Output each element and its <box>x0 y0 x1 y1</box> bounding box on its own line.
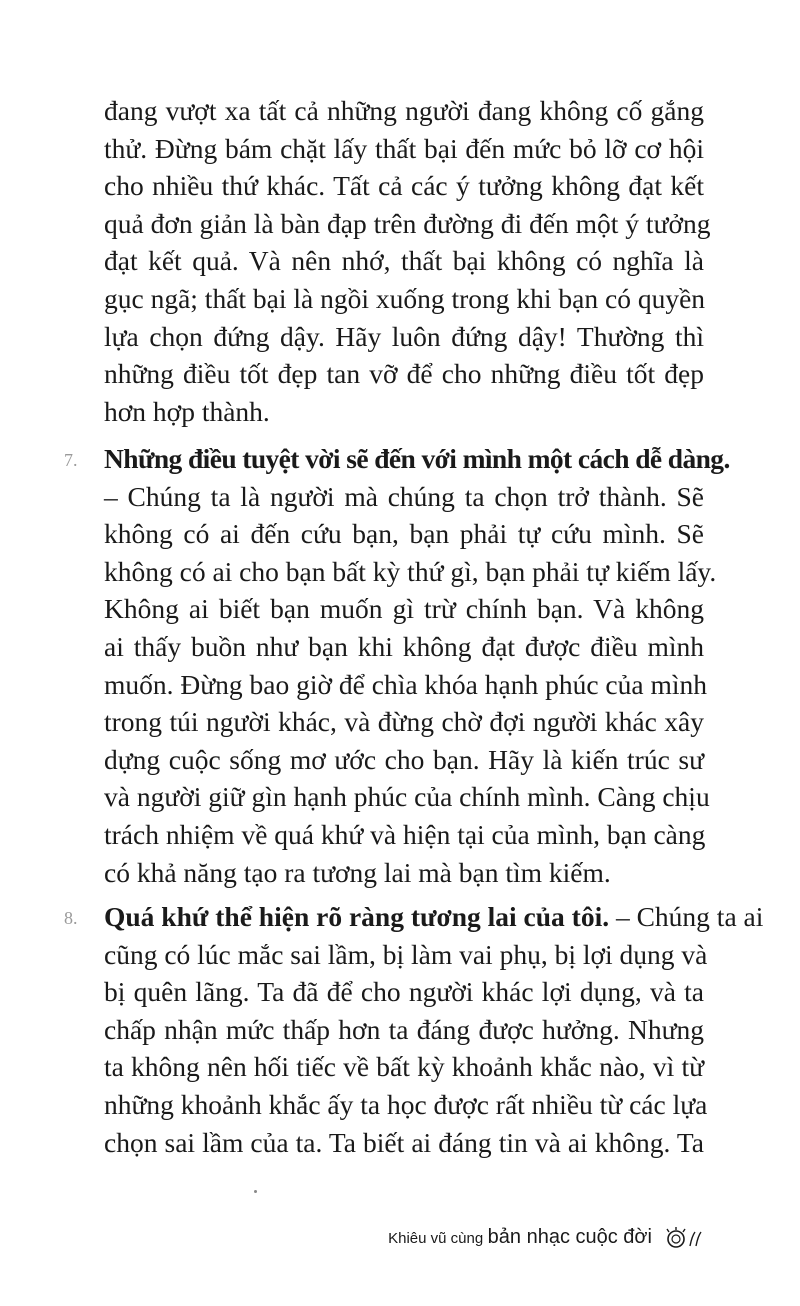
text-line: muốn. Đừng bao giờ để chìa khóa hạnh phúc của mình <box>104 668 707 700</box>
footer-title: bản nhạc cuộc đời <box>487 1226 652 1248</box>
text-line: quả đơn giản là bàn đạp trên đường đi đến một ý tưởng <box>104 207 711 239</box>
item-heading-rest: – Chúng ta ai <box>609 901 764 932</box>
paragraph-6-continued <box>104 92 711 430</box>
list-number-7: 7. <box>64 450 78 470</box>
text-line: có khả năng tạo ra tương lai mà bạn tìm kiếm. <box>104 856 611 888</box>
list-item-7 <box>104 440 730 891</box>
text-line: ai thấy buồn như bạn khi không đạt được điều mình <box>104 630 704 662</box>
swirl-ornament-icon <box>664 1226 704 1252</box>
item-heading: Những điều tuyệt vời sẽ đến với mình một cách dễ dàng. <box>104 443 730 474</box>
text-line: chọn sai lầm của ta. Ta biết ai đáng tin và ai không. Ta <box>104 1126 704 1158</box>
print-speck <box>254 1190 257 1193</box>
text-line: dựng cuộc sống mơ ước cho bạn. Hãy là kiến trúc sư <box>104 743 704 775</box>
text-line: và người giữ gìn hạnh phúc của chính mình. Càng chịu <box>104 781 710 813</box>
text-line: không có ai cho bạn bất kỳ thứ gì, bạn phải tự kiếm lấy. <box>104 555 717 587</box>
text-line: thử. Đừng bám chặt lấy thất bại đến mức bỏ lỡ cơ hội <box>104 132 704 164</box>
text-line: ta không nên hối tiếc về bất kỳ khoảnh khắc nào, vì từ <box>104 1051 704 1083</box>
text-line: những điều tốt đẹp tan vỡ để cho những điều tốt đẹp <box>104 358 704 390</box>
text-line: chấp nhận mức thấp hơn ta đáng được hưởng. Nhưng <box>104 1013 704 1045</box>
text-line: bị quên lãng. Ta đã để cho người khác lợi dụng, và ta <box>104 976 704 1008</box>
text-line: – Chúng ta là người mà chúng ta chọn trở thành. Sẽ <box>104 480 704 512</box>
list-item-8 <box>104 898 764 1161</box>
footer-small-text: Khiêu vũ cùng <box>388 1230 484 1247</box>
text-line: không có ai đến cứu bạn, bạn phải tự cứu mình. Sẽ <box>104 518 704 550</box>
running-footer <box>388 1226 652 1249</box>
text-line: đang vượt xa tất cả những người đang không cố gắng <box>104 95 704 126</box>
text-line: lựa chọn đứng dậy. Hãy luôn đứng dậy! Thường thì <box>104 320 704 352</box>
text-line: trong túi người khác, và đừng chờ đợi người khác xây <box>104 706 704 738</box>
item-heading: Quá khứ thể hiện rõ ràng tương lai của tôi. <box>104 901 610 932</box>
text-line: cho nhiều thứ khác. Tất cả các ý tưởng không đạt kết <box>104 170 704 202</box>
text-line: đạt kết quả. Và nên nhớ, thất bại không có nghĩa là <box>104 245 704 277</box>
item-first-line <box>104 898 764 936</box>
text-line: Không ai biết bạn muốn gì trừ chính bạn. Và không <box>104 593 704 625</box>
list-number-8: 8. <box>64 908 78 928</box>
text-line: gục ngã; thất bại là ngồi xuống trong khi bạn có quyền <box>104 282 706 314</box>
text-line: hơn hợp thành. <box>104 395 270 427</box>
text-line: cũng có lúc mắc sai lầm, bị làm vai phụ, bị lợi dụng và <box>104 938 708 970</box>
text-line: những khoảnh khắc ấy ta học được rất nhiều từ các lựa <box>104 1088 708 1120</box>
text-line: trách nhiệm về quá khứ và hiện tại của mình, bạn càng <box>104 818 706 850</box>
